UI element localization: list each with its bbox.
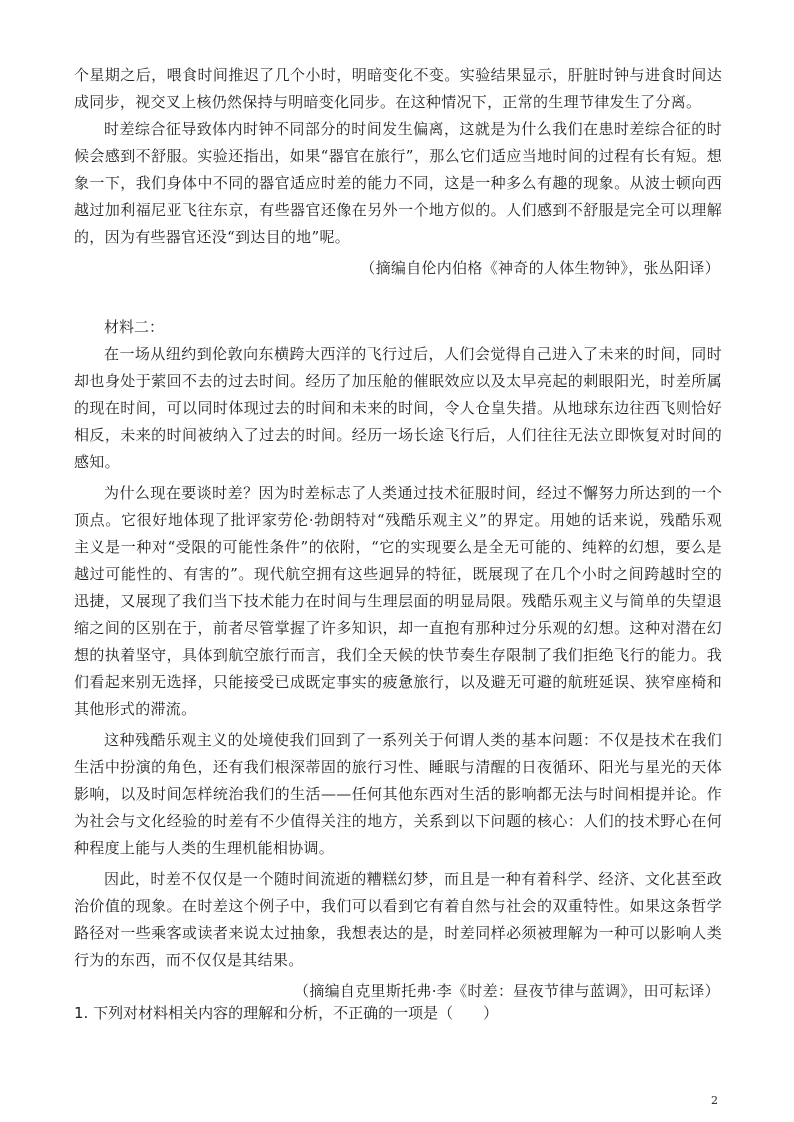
- material-two-paragraph-2: 为什么现在要谈时差？因为时差标志了人类通过技术征服时间，经过不懈努力所达到的一个顶点。它很好地体现了批评家劳伦·勃朗特对“残酷乐观主义”的界定。用她的话来说，残酷乐观主义是一种对“受限的可能性条件”的依附，“它的实现要么是全无可能的、纯粹的幻想，要么是越过可能性的、有害的”。现代航空拥有这些迥异的特征，既展现了在几个小时之间跨越时空的迅捷，又展现了我们当下技术能力在时间与生理层面的明显局限。残酷乐观主义与简单的失望退缩之间的区别在于，前者尽管掌握了许多知识，却一直抱有那种过分乐观的幻想。这种对潜在幻想的执着坚守，具体到航空旅行而言，我们全天候的快节奏生存限制了我们拒绝飞行的能力。我们看起来别无选择，只能接受已成既定事实的疲惫旅行，以及避无可避的航班延误、狭窄座椅和其他形式的滞流。: [74, 484, 722, 718]
- material-two-source: （摘编自克里斯托弗·李《时差：昼夜节律与蓝调》，田可耘译）: [294, 982, 720, 1000]
- material-two-section: [74, 314, 722, 1005]
- material-one-source: （摘编自伦内伯格《神奇的人体生物钟》，张丛阳译）: [360, 259, 720, 277]
- material-two-paragraph-3: 这种残酷乐观主义的处境使我们回到了一系列关于何谓人类的基本问题：不仅是技术在我们生活中扮演的角色，还有我们根深蒂固的旅行习性、睡眠与清醒的日夜循环、阳光与星光的天体影响，以及时间怎样统治我们的生活——任何其他东西对生活的影响都无法与时间相提并论。作为社会与文化经验的时差有不少值得关注的地方，关系到以下问题的核心：人们的技术野心在何种程度上能与人类的生理机能相协调。: [74, 731, 722, 857]
- material-two-heading: 材料二：: [104, 318, 165, 336]
- material-one-section: [74, 62, 722, 282]
- material-two-paragraph-4: 因此，时差不仅仅是一个随时间流逝的糟糕幻梦，而且是一种有着科学、经济、文化甚至政治价值的现象。在时差这个例子中，我们可以看到它有着自然与社会的双重特性。如果这条哲学路径对一些乘客或读者来说太过抽象，我想表达的是，时差同样必须被理解为一种可以影响人类行为的东西，而不仅仅是其结果。: [74, 870, 722, 969]
- page-number: 2: [711, 1094, 718, 1107]
- material-one-paragraph-continuation: 个星期之后，喂食时间推迟了几个小时，明暗变化不变。实验结果显示，肝脏时钟与进食时间达成同步，视交叉上核仍然保持与明暗变化同步。在这种情况下，正常的生理节律发生了分离。: [74, 66, 722, 111]
- material-two-paragraph-1: 在一场从纽约到伦敦向东横跨大西洋的飞行过后，人们会觉得自己进入了未来的时间，同时却也身处于萦回不去的过去时间。经历了加压舱的催眠效应以及太早亮起的刺眼阳光，时差所属的现在时间，可以同时体现过去的时间和未来的时间，令人仓皇失措。从地球东边往西飞则恰好相反，未来的时间被纳入了过去的时间。经历一场长途飞行后，人们往往无法立即恢复对时间的感知。: [74, 345, 722, 471]
- question-1-stem: 1. 下列对材料相关内容的理解和分析，不正确的一项是（ ）: [74, 1004, 499, 1022]
- material-one-paragraph-2: 时差综合征导致体内时钟不同部分的时间发生偏离，这就是为什么我们在患时差综合征的时候会感到不舒服。实验还指出，如果“器官在旅行”，那么它们适应当地时间的过程有长有短。想象一下，我们身体中不同的器官适应时差的能力不同，这是一种多么有趣的现象。从波士顿向西越过加利福尼亚飞往东京，有些器官还像在另外一个地方似的。人们感到不舒服是完全可以理解的，因为有些器官还没“到达目的地”呢。: [74, 120, 722, 246]
